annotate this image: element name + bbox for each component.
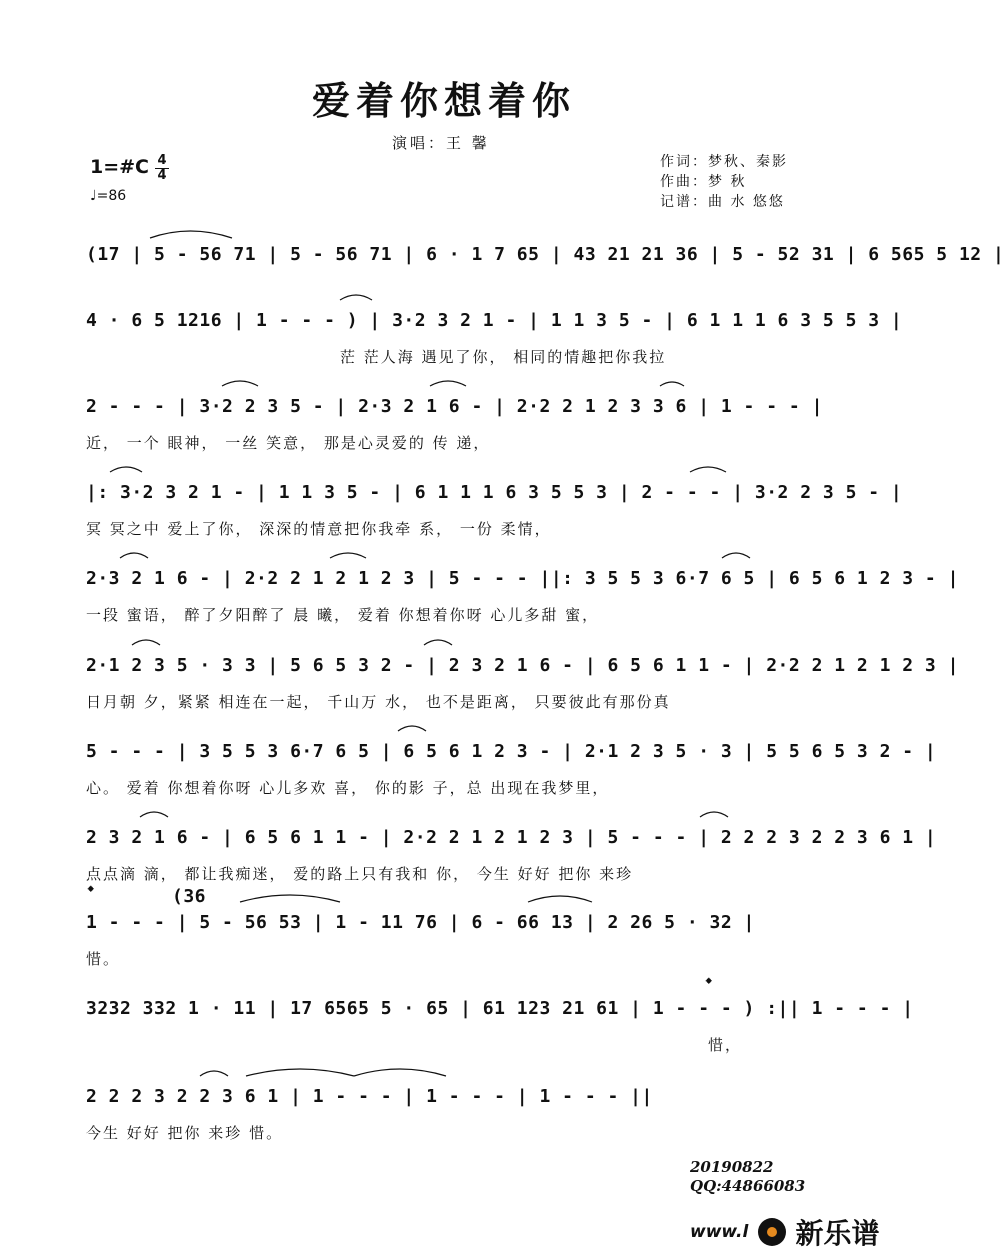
slur (722, 553, 750, 558)
slur (424, 640, 452, 645)
system-2-notes: 4 · 6 5 1216 | 1 - - - ) | 3·2 3 2 1 - | 1 1 3 5 - | 6 1 1 1 6 3 5 5 3 | (86, 310, 903, 331)
slur (150, 231, 232, 238)
system-3-lyrics: 近， 一个 眼神， 一丝 笑意， 那是心灵爱的 传 递， (86, 434, 491, 452)
system-11-notes: 2 2 2 3 2 2 3 6 1 | 1 - - - | 1 - - - | 1 - - - || (86, 1086, 653, 1107)
slur (110, 467, 142, 472)
system-4-notes: |: 3·2 3 2 1 - | 1 1 3 5 - | 6 1 1 1 6 3 5 5 3 | 2 - - - | 3·2 2 3 5 - | (86, 482, 903, 503)
slur (354, 1069, 446, 1076)
singer-credit: 演唱：王 馨 (392, 134, 490, 152)
slur (700, 812, 728, 817)
system-9-pickup: (36 (172, 886, 207, 907)
site-logo[interactable] (690, 1212, 880, 1252)
time-signature-bottom: 4 (157, 168, 167, 183)
date-stamp: 20190822 (690, 1158, 774, 1176)
system-8-notes: 2 3 2 1 6 - | 6 5 6 1 1 - | 2·2 2 1 2 1 2 3 | 5 - - - | 2 2 2 3 2 2 3 6 1 | (86, 827, 937, 848)
transcriber-credit: 记谱：曲 水 悠悠 (660, 194, 785, 210)
system-10-notes: 3232 332 1 · 11 | 17 6565 5 · 65 | 61 123 21 61 | 1 - - - ) :|| 1 - - - | (86, 998, 914, 1019)
qq-contact: QQ:44866083 (690, 1177, 806, 1195)
time-signature-top: 4 (157, 153, 167, 168)
slur (340, 295, 372, 300)
system-10-lyrics: 惜， (708, 1036, 743, 1054)
system-6-notes: 2·1 2 3 5 · 3 3 | 5 6 5 3 2 - | 2 3 2 1 6 - | 6 5 6 1 1 - | 2·2 2 1 2 1 2 3 | (86, 655, 959, 676)
system-3-notes: 2 - - - | 3·2 2 3 5 - | 2·3 2 1 6 - | 2·2 2 1 2 3 3 6 | 1 - - - | (86, 396, 823, 417)
system-5-lyrics: 一段 蜜语， 醉了夕阳醉了 晨 曦， 爱着 你想着你呀 心儿多甜 蜜， (86, 606, 600, 624)
slur (132, 640, 160, 645)
tempo-marking: ♩=86 (90, 188, 127, 204)
slur (140, 812, 168, 817)
brand-name: 新乐谱 (795, 1217, 880, 1250)
system-6-lyrics: 日月朝 夕，紧紧 相连在一起， 千山万 水， 也不是距离， 只要彼此有那份真 (86, 693, 671, 711)
system-5-notes: 2·3 2 1 6 - | 2·2 2 1 2 1 2 3 | 5 - - - ||: 3 5 5 3 6·7 6 5 | 6 5 6 1 2 3 - | (86, 568, 959, 589)
system-1-notes: (17 | 5 - 56 71 | 5 - 56 71 | 6 · 1 7 65 | 43 21 21 36 | 5 - 52 31 | 6 565 5 12 | (86, 244, 1004, 265)
slur (222, 381, 258, 386)
site-url: www.l (690, 1222, 749, 1242)
slur (200, 1071, 228, 1076)
system-4-lyrics: 冥 冥之中 爱上了你， 深深的情意把你我牵 系， 一份 柔情， (86, 520, 552, 538)
system-7-notes: 5 - - - | 3 5 5 3 6·7 6 5 | 6 5 6 1 2 3 - | 2·1 2 3 5 · 3 | 5 5 6 5 3 2 - | (86, 741, 937, 762)
system-9-lyrics: 惜。 (86, 950, 121, 968)
slur (246, 1069, 354, 1076)
slur (660, 382, 684, 386)
coda-sign: 𝄌 (88, 882, 94, 901)
coda-sign-2: 𝄌 (706, 974, 712, 993)
system-11-lyrics: 今生 好好 把你 来珍 惜。 (86, 1124, 284, 1142)
system-2-lyrics: 茫 茫人海 遇见了你， 相同的情趣把你我拉 (340, 348, 667, 366)
lyricist-credit: 作词：梦秋、秦影 (660, 154, 788, 170)
vinyl-record-icon (758, 1218, 786, 1246)
system-7-lyrics: 心。 爱着 你想着你呀 心儿多欢 喜， 你的影 子，总 出现在我梦里， (86, 779, 610, 797)
slur (120, 553, 148, 558)
slur (528, 896, 592, 902)
slur (430, 381, 466, 386)
key-signature: 1=#C (90, 156, 150, 178)
slur (330, 553, 366, 558)
system-8-lyrics: 点点滴 滴， 都让我痴迷， 爱的路上只有我和 你， 今生 好好 把你 来珍 (86, 865, 634, 883)
composer-credit: 作曲：梦 秋 (660, 174, 747, 190)
footer-info (690, 1158, 805, 1196)
song-title: 爱着你想着你 (311, 78, 576, 123)
slur (240, 895, 340, 902)
slur (398, 726, 426, 731)
slur (690, 467, 726, 472)
system-9-notes: 1 - - - | 5 - 56 53 | 1 - 11 76 | 6 - 66 13 | 2 26 5 · 32 | (86, 912, 755, 933)
